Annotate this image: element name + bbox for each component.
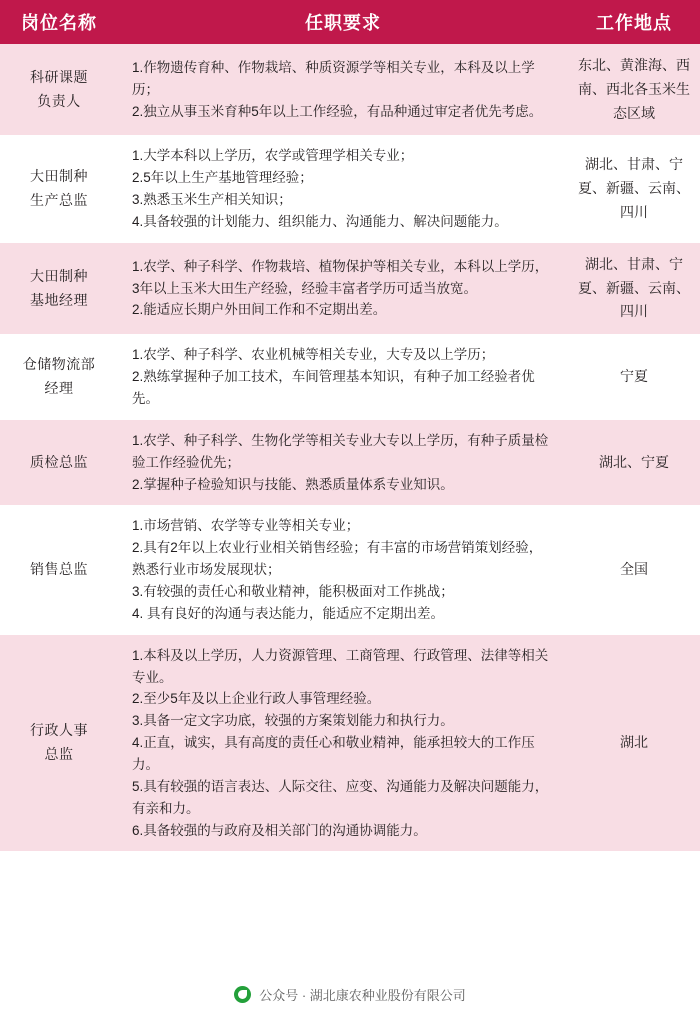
requirement-line: 2.具有2年以上农业行业相关销售经验；有丰富的市场营销策划经验，熟悉行业市场发展现状； [132, 540, 543, 578]
cell-work-location: 湖北 [568, 635, 700, 852]
requirement-line: 1.大学本科以上学历，农学或管理学相关专业； [132, 148, 414, 164]
requirement-line: 2.5年以上生产基地管理经验； [132, 170, 313, 186]
requirement-line: 4.具备较强的计划能力、组织能力、沟通能力、解决问题能力。 [132, 213, 508, 229]
requirement-line: 4.正直，诚实，具有高度的责任心和敬业精神，能承担较大的工作压力。 [132, 735, 535, 772]
cell-requirements [118, 243, 568, 334]
cell-work-location: 湖北、宁夏 [568, 420, 700, 506]
cell-requirements [118, 135, 568, 242]
requirement-line: 2.独立从事玉米育种5年以上工作经验，有品种通过审定者优先考虑。 [132, 103, 543, 119]
requirement-line: 6.具备较强的与政府及相关部门的沟通协调能力。 [132, 822, 427, 838]
header-work-location: 工作地点 [568, 0, 700, 44]
requirement-line: 1.市场营销、农学等专业等相关专业； [132, 518, 360, 534]
requirement-line: 2.能适应长期户外田间工作和不定期出差。 [132, 302, 387, 318]
leaf-logo-icon [234, 986, 251, 1003]
cell-work-location: 东北、黄淮海、西南、西北各玉米生态区域 [568, 44, 700, 135]
cell-requirements [118, 420, 568, 506]
requirement-line: 1.作物遗传育种、作物栽培、种质资源学等相关专业，本科及以上学历； [132, 59, 535, 97]
requirement-line: 3.熟悉玉米生产相关知识； [132, 192, 292, 208]
requirement-line: 1.本科及以上学历，人力资源管理、工商管理、行政管理、法律等相关专业。 [132, 647, 549, 685]
footer-brand-text: 公众号 · 湖北康农种业股份有限公司 [259, 988, 466, 1003]
cell-position-name: 销售总监 [0, 505, 118, 634]
requirement-line: 3.有较强的责任心和敬业精神，能积极面对工作挑战； [132, 583, 454, 599]
cell-work-location: 湖北、甘肃、宁夏、新疆、云南、四川 [568, 135, 700, 242]
header-requirements: 任职要求 [118, 0, 568, 44]
table-header [0, 0, 700, 44]
cell-position-name: 行政人事 总监 [0, 635, 118, 852]
requirement-line: 2.至少5年及以上企业行政人事管理经验。 [132, 691, 381, 707]
cell-work-location: 湖北、甘肃、宁夏、新疆、云南、四川 [568, 243, 700, 334]
table-row [0, 505, 700, 634]
cell-requirements [118, 334, 568, 420]
requirement-line: 1.农学、种子科学、农业机械等相关专业，大专及以上学历； [132, 347, 495, 363]
table-row [0, 420, 700, 506]
requirement-line: 2.熟练掌握种子加工技术，车间管理基本知识，有种子加工经验者优先。 [132, 369, 535, 406]
cell-position-name: 大田制种 生产总监 [0, 135, 118, 242]
cell-work-location: 宁夏 [568, 334, 700, 420]
table-row [0, 635, 700, 852]
table-row [0, 243, 700, 334]
requirement-line: 5.具有较强的语言表达、人际交往、应变、沟通能力及解决问题能力，有亲和力。 [132, 778, 549, 816]
header-row [0, 0, 700, 44]
cell-work-location: 全国 [568, 505, 700, 634]
cell-position-name: 大田制种 基地经理 [0, 243, 118, 334]
table-row [0, 44, 700, 135]
requirement-line: 3.具备一定文字功底，较强的方案策划能力和执行力。 [132, 713, 454, 729]
requirement-line: 2.掌握种子检验知识与技能、熟悉质量体系专业知识。 [132, 476, 454, 492]
requirement-line: 1.农学、种子科学、作物栽培、植物保护等相关专业，本科以上学历，3年以上玉米大田生产经验，经验丰富者学历可适当放宽。 [132, 258, 549, 296]
table-row [0, 135, 700, 242]
cell-requirements [118, 505, 568, 634]
cell-position-name: 仓储物流部 经理 [0, 334, 118, 420]
cell-position-name: 质检总监 [0, 420, 118, 506]
cell-requirements [118, 635, 568, 852]
requirement-line: 4. 具有良好的沟通与表达能力，能适应不定期出差。 [132, 605, 445, 621]
cell-requirements [118, 44, 568, 135]
header-position-name: 岗位名称 [0, 0, 118, 44]
table-body [0, 44, 700, 851]
requirement-line: 1.农学、种子科学、生物化学等相关专业大专以上学历，有种子质量检验工作经验优先； [132, 432, 549, 470]
cell-position-name: 科研课题 负责人 [0, 44, 118, 135]
footer-brand [0, 985, 700, 1004]
table-row [0, 334, 700, 420]
